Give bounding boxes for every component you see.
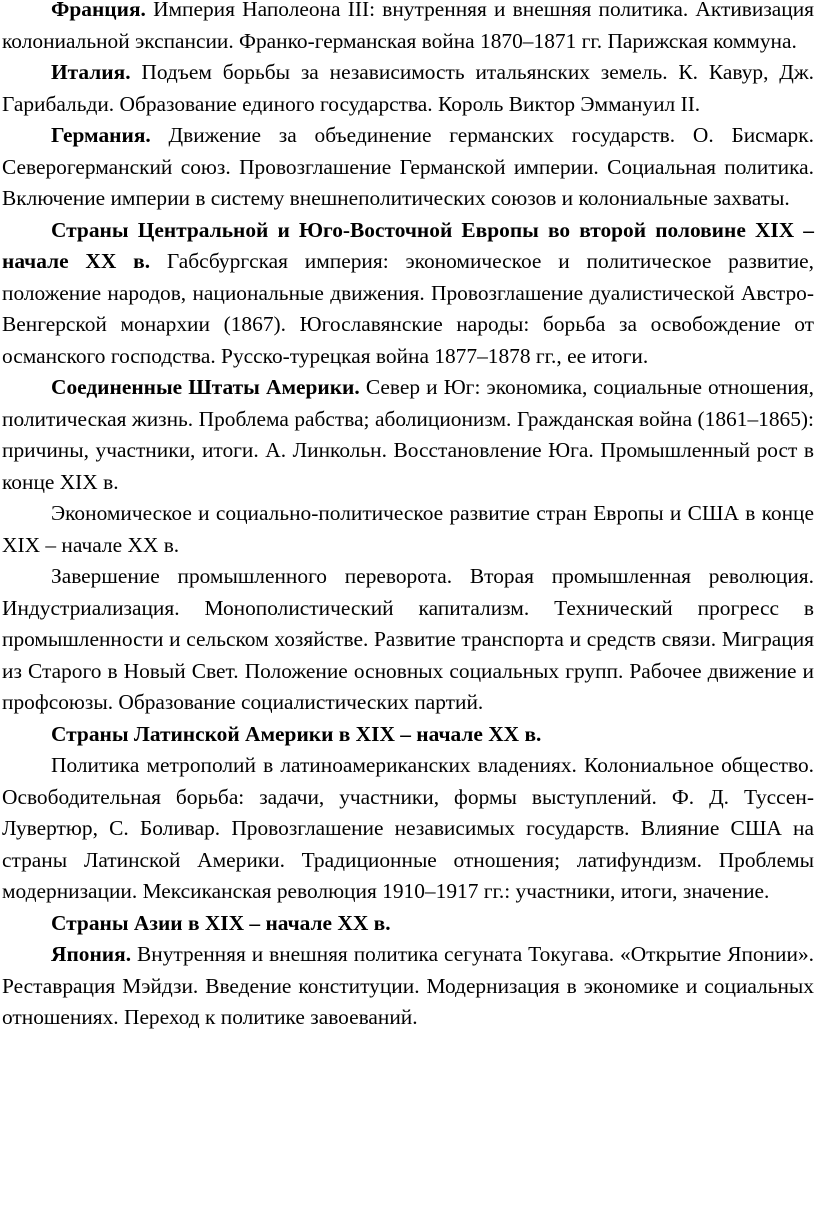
paragraph-text: Подъем борьбы за независимость итальянских земель. К. Кавур, Дж. Гарибальди. Образование единого государства. Король Виктор Эммануил II. xyxy=(2,60,814,116)
paragraph-heading: Франция. xyxy=(51,0,146,21)
paragraph-usa xyxy=(2,372,814,498)
paragraph-text: Движение за объединение германских государств. О. Бисмарк. Северогерманский союз. Провозглашение Германской империи. Социальная политика. Включение империи в систему внешнеполитических союзов и колониальные захваты. xyxy=(2,123,814,210)
paragraph-germany xyxy=(2,120,814,215)
paragraph-text: Политика метрополий в латиноамериканских владениях. Колониальное общество. Освободительная борьба: задачи, участники, формы выступлений. Ф. Д. Туссен-Лувертюр, С. Боливар. Провозглашение независимых государств. Влияние США на страны Латинской Америки. Традиционные отношения; латифундизм. Проблемы модернизации. Мексиканская революция 1910–1917 гг.: участники, итоги, значение. xyxy=(2,753,814,903)
section-heading: Страны Латинской Америки в XIX – начале XX в. xyxy=(51,721,542,746)
paragraph-text: Внутренняя и внешняя политика сегуната Токугава. «Открытие Японии». Реставрация Мэйдзи. Введение конституции. Модернизация в экономике и социальных отношениях. Переход к политике завоеваний. xyxy=(2,942,814,1029)
paragraph-industrial-revolution xyxy=(2,561,814,719)
paragraph-text: Север и Юг: экономика, социальные отношения, политическая жизнь. Проблема рабства; аболиционизм. Гражданская война (1861–1865): причины, участники, итоги. А. Линкольн. Восстановление Юга. Промышленный рост в конце XIX в. xyxy=(2,375,814,494)
paragraph-heading: Страны Центральной и Юго-Восточной Европы во второй половине XIX – начале XX в. xyxy=(2,217,814,273)
paragraph-heading: Соединенные Штаты Америки. xyxy=(51,375,360,399)
paragraph-latin-america-heading xyxy=(2,719,814,751)
paragraph-text: Империя Наполеона III: внутренняя и внешняя политика. Активизация колониальной экспансии. Франко-германская война 1870–1871 гг. Парижская коммуна. xyxy=(2,0,814,53)
paragraph-heading: Япония. xyxy=(51,942,132,966)
paragraph-text: Экономическое и социально-политическое развитие стран Европы и США в конце XIX – начале XX в. xyxy=(2,501,814,557)
paragraph-france xyxy=(2,0,814,57)
paragraph-asia-heading xyxy=(2,908,814,940)
paragraph-text: Габсбургская империя: экономическое и политическое развитие, положение народов, национальные движения. Провозглашение дуалистической Австро-Венгерской монархии (1867). Югославянские народы: борьба за освобождение от османского господства. Русско-турецкая война 1877–1878 гг., ее итоги. xyxy=(2,249,814,368)
paragraph-central-europe xyxy=(2,215,814,373)
paragraph-heading: Германия. xyxy=(51,123,151,147)
paragraph-latin-america xyxy=(2,750,814,908)
paragraph-text: Завершение промышленного переворота. Вторая промышленная революция. Индустриализация. Монополистический капитализм. Технический прогресс в промышленности и сельском хозяйстве. Развитие транспорта и средств связи. Миграция из Старого в Новый Свет. Положение основных социальных групп. Рабочее движение и профсоюзы. Образование социалистических партий. xyxy=(2,564,814,714)
paragraph-italy xyxy=(2,57,814,120)
paragraph-heading: Италия. xyxy=(51,60,131,84)
section-heading: Страны Азии в XIX – начале XX в. xyxy=(51,910,391,935)
paragraph-economic-development-title xyxy=(2,498,814,561)
paragraph-japan xyxy=(2,939,814,1034)
